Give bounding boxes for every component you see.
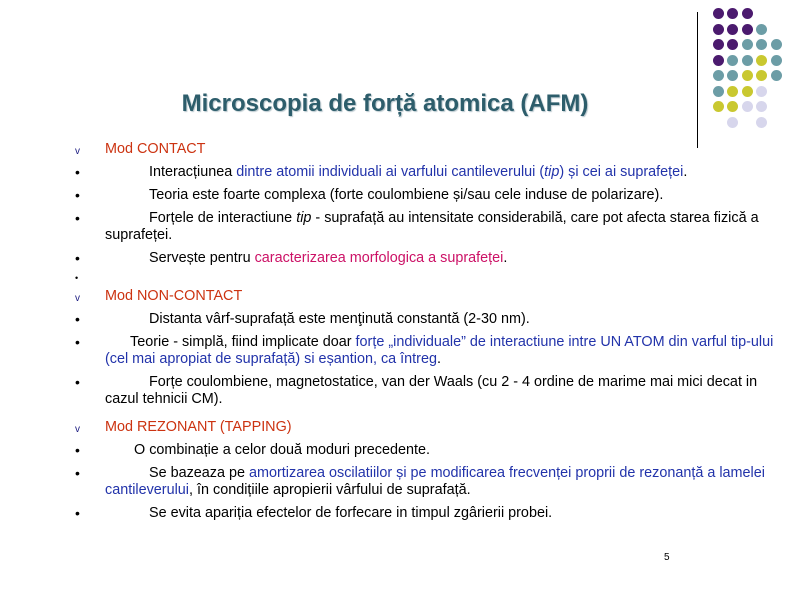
decorative-dot <box>727 70 738 81</box>
decorative-dot <box>713 24 724 35</box>
decorative-dot <box>756 39 767 50</box>
decorative-dot <box>756 86 767 97</box>
decorative-dot <box>771 70 782 81</box>
decorative-dot <box>771 39 782 50</box>
bullet-icon: • <box>75 374 80 390</box>
section-heading-contact: v Mod CONTACT <box>74 141 774 158</box>
list-item: • Interacțiunea dintre atomii individuali ai varfului cantileverului (tip) și cei ai suprafeței. <box>75 164 688 180</box>
page-number: 5 <box>664 552 670 563</box>
section-marker-icon: v <box>75 146 80 157</box>
decorative-dot <box>742 8 753 19</box>
decorative-dot <box>727 24 738 35</box>
bullet-icon: • <box>75 334 80 350</box>
bullet-icon: • <box>75 187 80 203</box>
section-heading-tapping: v Mod REZONANT (TAPPING) <box>74 419 774 436</box>
list-item: • Forțele de interactiune tip - suprafață au intensitate considerabilă, care pot afecta starea fizică a suprafeței. <box>75 210 759 243</box>
decorative-dot <box>713 86 724 97</box>
decorative-dot <box>742 86 753 97</box>
decorative-dot <box>713 39 724 50</box>
decorative-dot-grid <box>700 8 800 138</box>
bullet-icon: • <box>75 311 80 327</box>
decorative-dot <box>756 70 767 81</box>
decorative-dot <box>756 55 767 66</box>
section-marker-icon: v <box>75 293 80 304</box>
bullet-icon: • <box>75 505 80 521</box>
slide-content <box>74 141 774 528</box>
list-item: • Se evita apariția efectelor de forfecare in timpul zgârierii probei. <box>75 505 553 521</box>
decorative-dot <box>742 39 753 50</box>
decorative-dot <box>771 55 782 66</box>
decorative-dot <box>742 101 753 112</box>
decorative-dot <box>713 101 724 112</box>
bullet-icon: • <box>75 273 79 283</box>
decorative-dot <box>727 101 738 112</box>
decorative-dot <box>713 8 724 19</box>
decorative-dot <box>742 70 753 81</box>
empty-list-item <box>74 273 774 283</box>
bullet-icon: • <box>75 250 80 266</box>
bullet-icon: • <box>75 442 80 458</box>
decorative-dot <box>713 55 724 66</box>
list-item: • Se bazeaza pe amortizarea oscilatiilor și pe modificarea frecvenței proprii de rezonanță a lamelei cantileverului, în condițiile apropierii vârfului de suprafață. <box>75 465 765 498</box>
bullet-icon: • <box>75 164 80 180</box>
list-item: • Distanta vârf-suprafață este menţinută constantă (2-30 nm). <box>75 311 530 327</box>
decorative-dot <box>727 55 738 66</box>
decorative-divider-line <box>697 12 698 148</box>
decorative-dot <box>756 117 767 128</box>
decorative-dot <box>713 70 724 81</box>
decorative-dot <box>742 55 753 66</box>
slide-title: Microscopia de forță atomica (AFM) <box>181 90 589 117</box>
section-heading-non-contact: v Mod NON-CONTACT <box>74 288 774 305</box>
decorative-dot <box>742 24 753 35</box>
list-item: • Teorie - simplă, fiind implicate doar forțe „individuale” de interactiune intre UN ATOM din varful tip-ului (cel mai apropiat de suprafață) si eșantion, ca întreg. <box>75 334 774 367</box>
decorative-dot <box>727 39 738 50</box>
decorative-dot <box>756 101 767 112</box>
list-item: • Servește pentru caracterizarea morfologica a suprafeței. <box>75 250 508 266</box>
decorative-dot <box>727 117 738 128</box>
section-marker-icon: v <box>75 424 80 435</box>
decorative-dot <box>727 86 738 97</box>
list-item: • Forțe coulombiene, magnetostatice, van der Waals (cu 2 - 4 ordine de marime mai mici decat in cazul tehnicii CM). <box>75 374 758 407</box>
bullet-icon: • <box>75 210 80 226</box>
decorative-dot <box>727 8 738 19</box>
bullet-icon: • <box>75 465 80 481</box>
list-item: • O combinație a celor două moduri precedente. <box>75 442 430 458</box>
decorative-dot <box>756 24 767 35</box>
list-item: • Teoria este foarte complexa (forte coulombiene și/sau cele induse de polarizare). <box>75 187 664 203</box>
